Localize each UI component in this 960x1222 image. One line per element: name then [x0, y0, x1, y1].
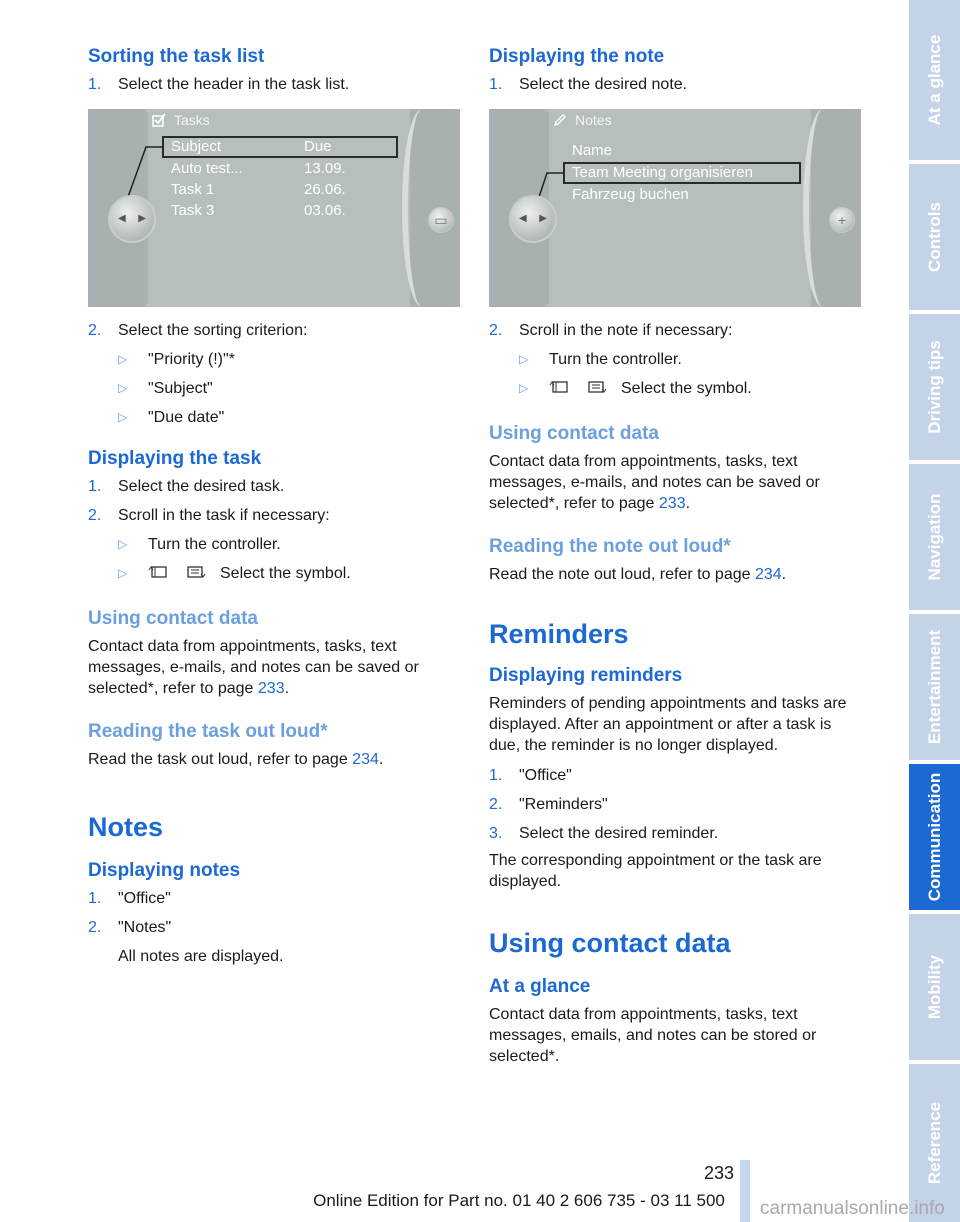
- left-column: [88, 44, 460, 967]
- bullet-icon: ▷: [519, 352, 529, 366]
- right-column: [489, 44, 861, 1067]
- page-link[interactable]: 233: [658, 495, 686, 512]
- notes-step-2-detail: All notes are displayed.: [118, 948, 284, 965]
- tab-reference[interactable]: Reference: [909, 1064, 960, 1222]
- tab-driving-tips[interactable]: Driving tips: [909, 314, 960, 460]
- at-a-glance-heading: At a glance: [489, 976, 591, 997]
- sorting-step-2: 2. Select the sorting criterion:: [88, 322, 308, 339]
- controller-icon: ◀ ▶: [108, 195, 156, 243]
- scroll-down-symbol-icon: [184, 565, 206, 579]
- sorting-step-1: [88, 74, 460, 95]
- criterion-item: ▷ "Subject": [118, 380, 213, 397]
- task-due: 26.06.: [304, 181, 346, 198]
- task-row[interactable]: Task 1: [171, 181, 215, 198]
- page-number: 233: [703, 1163, 734, 1183]
- contact-data-heading: Using contact data: [489, 423, 659, 444]
- criterion-item: ▷ "Due date": [118, 409, 225, 426]
- screen-title: Tasks: [152, 112, 210, 128]
- tab-at-a-glance[interactable]: At a glance: [909, 0, 960, 160]
- read-note-heading: Reading the note out loud*: [489, 536, 731, 557]
- scroll-up-symbol-icon: [549, 380, 571, 394]
- displaying-notes-heading: Displaying notes: [88, 860, 241, 881]
- tasks-screenshot: [88, 109, 460, 307]
- watermark: carmanualsonline.info: [760, 1198, 945, 1219]
- task-due: 13.09.: [304, 160, 346, 177]
- bullet-icon: ▷: [118, 410, 128, 424]
- notes-heading: Notes: [88, 812, 164, 842]
- tab-navigation[interactable]: Navigation: [909, 464, 960, 610]
- bullet-icon: ▷: [118, 352, 128, 366]
- reminders-heading: Reminders: [489, 619, 629, 649]
- option-icon: ▭: [428, 207, 454, 233]
- reminders-result: The corresponding appointment or the task are displayed.: [489, 852, 822, 890]
- header-due[interactable]: Due: [304, 138, 332, 155]
- note-step-2: 2. Scroll in the note if necessary:: [489, 322, 733, 339]
- notes-step-1: 1. "Office": [88, 890, 171, 907]
- plus-icon: +: [829, 207, 855, 233]
- reminders-text: Reminders of pending appointments and tasks are displayed. After an appointment or after a task is due, the reminder is no longer displayed.: [489, 695, 847, 754]
- sorting-heading: Sorting the task list: [88, 46, 265, 67]
- note-step-1: 1. Select the desired note.: [489, 76, 688, 93]
- bullet-icon: ▷: [118, 381, 128, 395]
- step-text: Select the header in the task list.: [118, 76, 350, 93]
- at-a-glance-text: Contact data from appointments, tasks, text messages, emails, and notes can be stored or selected*.: [489, 1006, 817, 1065]
- read-task-heading: Reading the task out loud*: [88, 721, 328, 742]
- task-row[interactable]: Auto test...: [171, 160, 243, 177]
- scroll-down-symbol-icon: [585, 380, 607, 394]
- read-note-text: Read the note out loud, refer to page 234.: [489, 566, 787, 583]
- displaying-reminders-heading: Displaying reminders: [489, 665, 683, 686]
- contact-data-heading: Using contact data: [88, 608, 258, 629]
- contact-data-text: Contact data from appointments, tasks, text messages, e-mails, and notes can be saved or selected*, refer to page 233.: [88, 638, 419, 697]
- reminders-step-1: 1. "Office": [489, 767, 572, 784]
- tab-entertainment[interactable]: Entertainment: [909, 614, 960, 760]
- displaying-note-heading: Displaying the note: [489, 46, 665, 67]
- contact-data-text: Contact data from appointments, tasks, text messages, e-mails, and notes can be saved or selected*, refer to page 233.: [489, 453, 820, 512]
- task-step-2: 2. Scroll in the task if necessary:: [88, 507, 330, 524]
- task-due: 03.06.: [304, 202, 346, 219]
- read-task-text: Read the task out loud, refer to page 234.: [88, 751, 384, 768]
- header-subject[interactable]: Subject: [171, 138, 222, 155]
- notes-screenshot: [489, 109, 861, 307]
- notes-step-2: 2. "Notes": [88, 919, 172, 936]
- note-row[interactable]: Team Meeting organisieren: [572, 164, 753, 181]
- page-link[interactable]: 234: [352, 751, 379, 768]
- tab-mobility[interactable]: Mobility: [909, 914, 960, 1060]
- thumb-index: [909, 0, 960, 1222]
- page-link[interactable]: 233: [257, 680, 285, 697]
- task-row[interactable]: Task 3: [171, 202, 215, 219]
- task-bullet-2: ▷ Select the symbol.: [118, 565, 351, 582]
- note-bullet-2: ▷ Select the symbol.: [519, 380, 752, 397]
- task-step-1: 1. Select the desired task.: [88, 478, 285, 495]
- note-bullet-1: ▷ Turn the controller.: [519, 351, 682, 368]
- note-row[interactable]: Fahrzeug buchen: [572, 186, 689, 203]
- bullet-icon: ▷: [118, 566, 128, 580]
- page-link[interactable]: 234: [754, 566, 782, 583]
- criterion-item: ▷ "Priority (!)"*: [118, 351, 235, 368]
- displaying-task-heading: Displaying the task: [88, 448, 262, 469]
- controller-icon: ◀ ▶: [509, 195, 557, 243]
- reminders-step-3: 3. Select the desired reminder.: [489, 825, 719, 842]
- reminders-step-2: 2. "Reminders": [489, 796, 608, 813]
- header-name[interactable]: Name: [572, 142, 613, 159]
- task-bullet-1: ▷ Turn the controller.: [118, 536, 281, 553]
- tab-controls[interactable]: Controls: [909, 164, 960, 310]
- screen-title: Notes: [553, 112, 612, 128]
- tab-communication[interactable]: Communication: [909, 764, 960, 910]
- footer-text: Online Edition for Part no. 01 40 2 606 735 - 03 11 500: [313, 1191, 725, 1210]
- bullet-icon: ▷: [519, 381, 529, 395]
- step-number: 1.: [88, 76, 102, 93]
- bullet-icon: ▷: [118, 537, 128, 551]
- scroll-up-symbol-icon: [148, 565, 170, 579]
- using-contact-data-heading: Using contact data: [489, 928, 731, 958]
